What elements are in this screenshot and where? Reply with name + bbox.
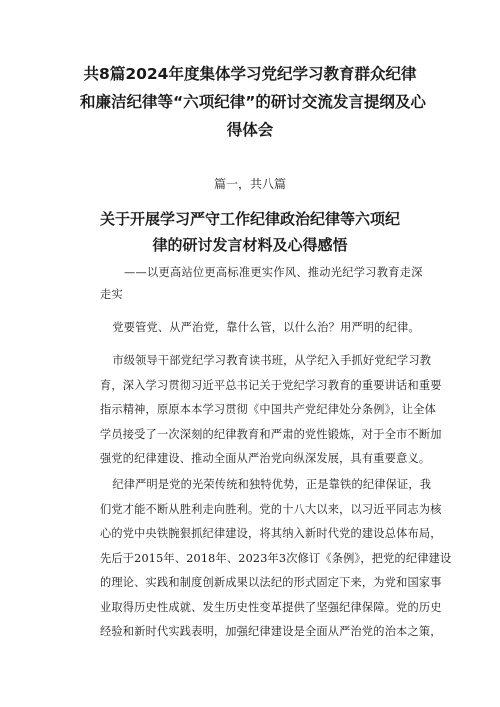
- paragraph-line: 市级领导干部党纪学习教育读书班，从学纪入手抓好党纪学习教: [112, 354, 432, 367]
- paragraph-line: 业取得历史性成就、发生历史性变革提供了坚强纪律保障。党的历史: [100, 600, 442, 614]
- paragraph-line: 学员接受了一次深刻的纪律教育和严肃的党性锻炼，对于全市不断加: [100, 427, 442, 441]
- paragraph: [100, 473, 452, 645]
- paragraph-line: 先后于2015年、2018年、2023年3次修订《条例》，把党的纪律建设: [100, 551, 452, 565]
- section-label: 篇一，共八篇: [213, 177, 286, 191]
- paragraph-line: 指示精神，原原本本学习贯彻《中国共产党纪律处分条例》，让全体: [100, 403, 437, 416]
- article-subtitle: [100, 262, 423, 306]
- paragraph-line: 育，深入学习贯彻习近平总书记关于党纪学习教育的重要讲话和重要: [100, 378, 442, 392]
- article-title-line: 关于开展学习严守工作纪律政治纪律等六项纪: [99, 210, 400, 228]
- paragraph-line: 强党的纪律建设、推动全面从严治党向纵深发展，具有重要意义。: [100, 452, 431, 465]
- paragraph: [100, 316, 420, 341]
- paragraph-line: 纪律严明是党的光荣传统和独特优势，正是靠铁的纪律保证，我: [112, 478, 432, 491]
- article-title: [90, 206, 410, 258]
- paragraph-line: 心的党中央铁腕狠抓纪律建设，将其纳入新时代党的建设总体布局，: [100, 527, 442, 540]
- subtitle-line: ——以更高站位更高标准更实作风、推动光纪学习教育走深: [124, 266, 423, 279]
- document-title-line: 和廉洁纪律等“六项纪律”的研讨交流发言提纲及心: [80, 93, 426, 111]
- paragraph: [100, 349, 442, 472]
- document-title-line: 得体会: [226, 121, 274, 139]
- paragraph-line: 党要管党、从严治党，靠什么管，以什么治？用严明的纪律。: [112, 321, 420, 334]
- paragraph-line: 经验和新时代实践表明，加强纪律建设是全面从严治党的治本之策，: [100, 625, 442, 638]
- subtitle-line: 走实: [100, 288, 123, 301]
- paragraph-line: 们党才能不断从胜利走向胜利。党的十八大以来，以习近平同志为核: [100, 502, 442, 516]
- document-title-line: 共8篇2024年度集体学习党纪学习教育群众纪律: [83, 65, 417, 83]
- document-title: [80, 60, 426, 144]
- paragraph-line: 的理论、实践和制度创新成果以法纪的形式固定下来，为党和国家事: [100, 576, 442, 589]
- article-title-line: 律的研讨发言材料及心得感悟: [152, 236, 348, 254]
